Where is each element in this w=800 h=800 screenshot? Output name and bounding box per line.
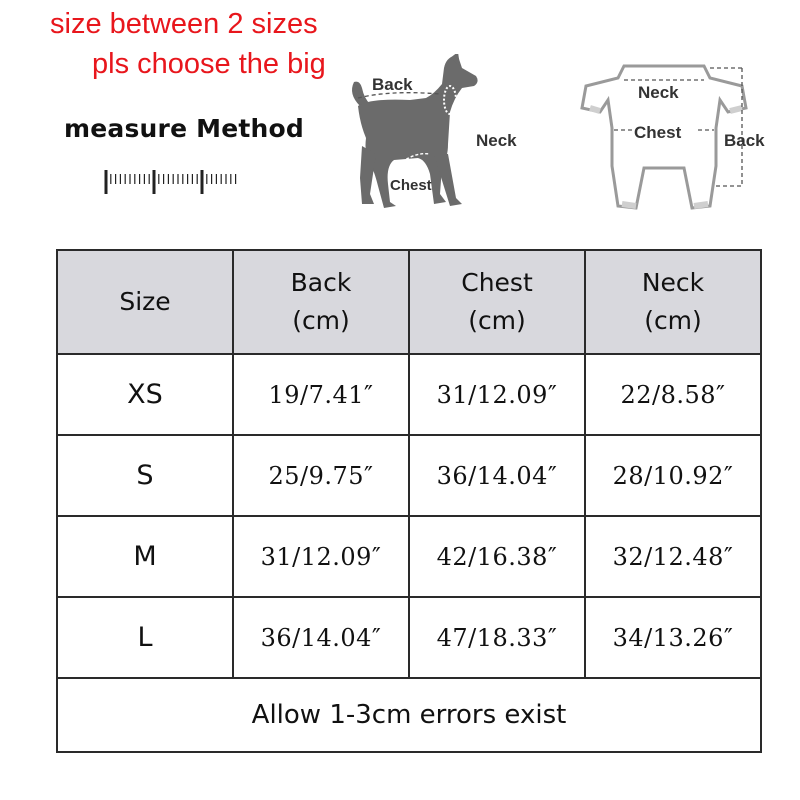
neck-value: 34/13.26″ [585, 597, 761, 678]
size-xs: XS [57, 354, 233, 435]
neck-value: 32/12.48″ [585, 516, 761, 597]
error-tolerance-note: Allow 1-3cm errors exist [57, 678, 761, 752]
back-value: 36/14.04″ [233, 597, 409, 678]
size-l: L [57, 597, 233, 678]
garment-back-label: Back [724, 131, 765, 150]
dog-chest-label: Chest [390, 177, 432, 194]
header-chest [409, 250, 585, 354]
header-back-label: Back [290, 268, 352, 297]
header-neck-label: Neck [641, 268, 705, 297]
header-back [233, 250, 409, 354]
dog-back-label: Back [372, 75, 413, 94]
table-header-row [57, 250, 761, 354]
table-row [57, 516, 761, 597]
header-neck [585, 250, 761, 354]
header-chest-unit: (cm) [468, 306, 526, 335]
chest-value: 36/14.04″ [409, 435, 585, 516]
size-note-line1: size between 2 sizes [50, 8, 318, 40]
size-chart-table [56, 249, 762, 753]
neck-value: 28/10.92″ [585, 435, 761, 516]
table-footer-row [57, 678, 761, 752]
header-size-label: Size [119, 287, 171, 316]
dog-measure-diagram [330, 54, 560, 224]
header-chest-label: Chest [461, 268, 533, 297]
garment-measure-diagram [580, 56, 780, 226]
garment-chest-label: Chest [634, 123, 682, 142]
table-row [57, 597, 761, 678]
chest-value: 42/16.38″ [409, 516, 585, 597]
header-back-unit: (cm) [292, 306, 350, 335]
header-neck-unit: (cm) [644, 306, 702, 335]
chest-value: 47/18.33″ [409, 597, 585, 678]
table-row [57, 435, 761, 516]
size-s: S [57, 435, 233, 516]
garment-neck-label: Neck [638, 83, 679, 102]
table-row [57, 354, 761, 435]
back-value: 31/12.09″ [233, 516, 409, 597]
size-note-line2: pls choose the big [92, 48, 326, 80]
back-value: 19/7.41″ [233, 354, 409, 435]
measure-method-label: measure Method [64, 114, 304, 143]
back-value: 25/9.75″ [233, 435, 409, 516]
chest-value: 31/12.09″ [409, 354, 585, 435]
header-size [57, 250, 233, 354]
ruler-icon [104, 168, 244, 198]
neck-value: 22/8.58″ [585, 354, 761, 435]
size-m: M [57, 516, 233, 597]
dog-neck-label: Neck [476, 131, 517, 150]
